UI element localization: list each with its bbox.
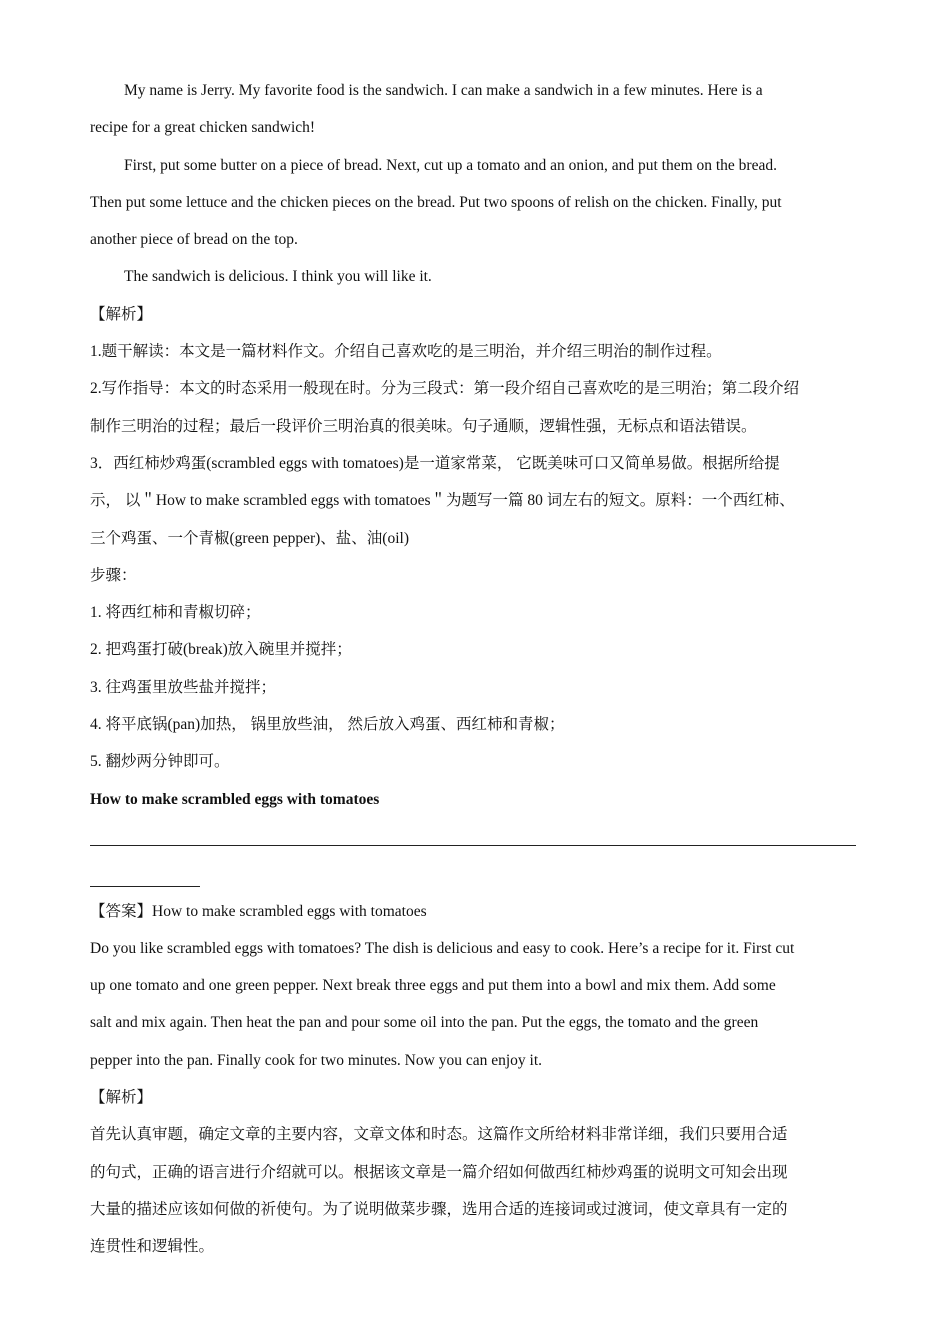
passage-line: another piece of bread on the top. bbox=[90, 231, 298, 249]
analysis-line: 连贯性和逻辑性。 bbox=[90, 1238, 215, 1256]
answer-blank-line bbox=[90, 818, 858, 855]
analysis-line: 1.题干解读：本文是一篇材料作文。介绍自己喜欢吃的是三明治，并介绍三明治的制作过程。 bbox=[90, 343, 722, 361]
analysis-section-2 bbox=[90, 1079, 858, 1265]
step-item: 2. 把鸡蛋打破(break)放入碗里并搅拌； bbox=[90, 641, 352, 659]
step-item: 1. 将西红柿和青椒切碎； bbox=[90, 604, 261, 622]
question-line: 示， 以＂How to make scrambled eggs with tomatoes＂为题写一篇 80 词左右的短文。原料：一个西红柿、 bbox=[90, 492, 795, 510]
step-item: 4. 将平底锅(pan)加热， 锅里放些油， 然后放入鸡蛋、西红柿和青椒； bbox=[90, 716, 565, 734]
passage-line: My name is Jerry. My favorite food is the sandwich. I can make a sandwich in a few minutes. Here is a bbox=[124, 82, 763, 99]
analysis-line: 首先认真审题，确定文章的主要内容，文章文体和时态。这篇作文所给材料非常详细，我们只要用合适 bbox=[90, 1126, 788, 1144]
passage-line: The sandwich is delicious. I think you will like it. bbox=[124, 268, 432, 286]
analysis-line: 大量的描述应该如何做的祈使句。为了说明做菜步骤，选用合适的连接词或过渡词，使文章具有一定的 bbox=[90, 1200, 788, 1218]
passage-line: Then put some lettuce and the chicken pieces on the bread. Put two spoons of relish on the chicken. Finally, put bbox=[90, 193, 782, 211]
answer-line: 【答案】How to make scrambled eggs with tomatoes bbox=[90, 902, 427, 920]
document-page bbox=[90, 72, 858, 1266]
answer-section bbox=[90, 893, 858, 1079]
answer-blank-line-short bbox=[90, 855, 858, 892]
sandwich-passage bbox=[90, 72, 858, 296]
step-item: 3. 往鸡蛋里放些盐并搅拌； bbox=[90, 678, 277, 696]
analysis-line: 的句式，正确的语言进行介绍就可以。根据该文章是一篇介绍如何做西红柿炒鸡蛋的说明文可知会出现 bbox=[90, 1163, 788, 1181]
analysis-section-1 bbox=[90, 296, 858, 445]
question-3 bbox=[90, 445, 858, 893]
essay-title: How to make scrambled eggs with tomatoes bbox=[90, 790, 380, 808]
analysis-line: 2.写作指导：本文的时态采用一般现在时。分为三段式：第一段介绍自己喜欢吃的是三明治；第二段介绍 bbox=[90, 380, 800, 398]
passage-line: recipe for a great chicken sandwich! bbox=[90, 119, 316, 137]
passage-line: First, put some butter on a piece of bread. Next, cut up a tomato and an onion, and put them on the bread. bbox=[124, 156, 777, 174]
question-line: 3．西红柿炒鸡蛋(scrambled eggs with tomatoes)是一道家常菜， 它既美味可口又简单易做。根据所给提 bbox=[90, 454, 780, 472]
answer-line: Do you like scrambled eggs with tomatoes? The dish is delicious and easy to cook. Here’s a recipe for it. First cut bbox=[90, 939, 795, 957]
analysis-label: 【解析】 bbox=[90, 1089, 153, 1107]
question-line: 三个鸡蛋、一个青椒(green pepper)、盐、油(oil) bbox=[90, 529, 409, 547]
analysis-line: 制作三明治的过程；最后一段评价三明治真的很美味。句子通顺，逻辑性强，无标点和语法错误。 bbox=[90, 417, 757, 435]
answer-line: salt and mix again. Then heat the pan and pour some oil into the pan. Put the eggs, the tomato and the green bbox=[90, 1014, 759, 1032]
answer-line: pepper into the pan. Finally cook for two minutes. Now you can enjoy it. bbox=[90, 1051, 542, 1069]
step-item: 5. 翻炒两分钟即可。 bbox=[90, 753, 230, 771]
analysis-label: 【解析】 bbox=[90, 305, 153, 323]
answer-line: up one tomato and one green pepper. Next break three eggs and put them into a bowl and mix them. Add some bbox=[90, 977, 776, 995]
steps-label: 步骤： bbox=[90, 566, 137, 584]
